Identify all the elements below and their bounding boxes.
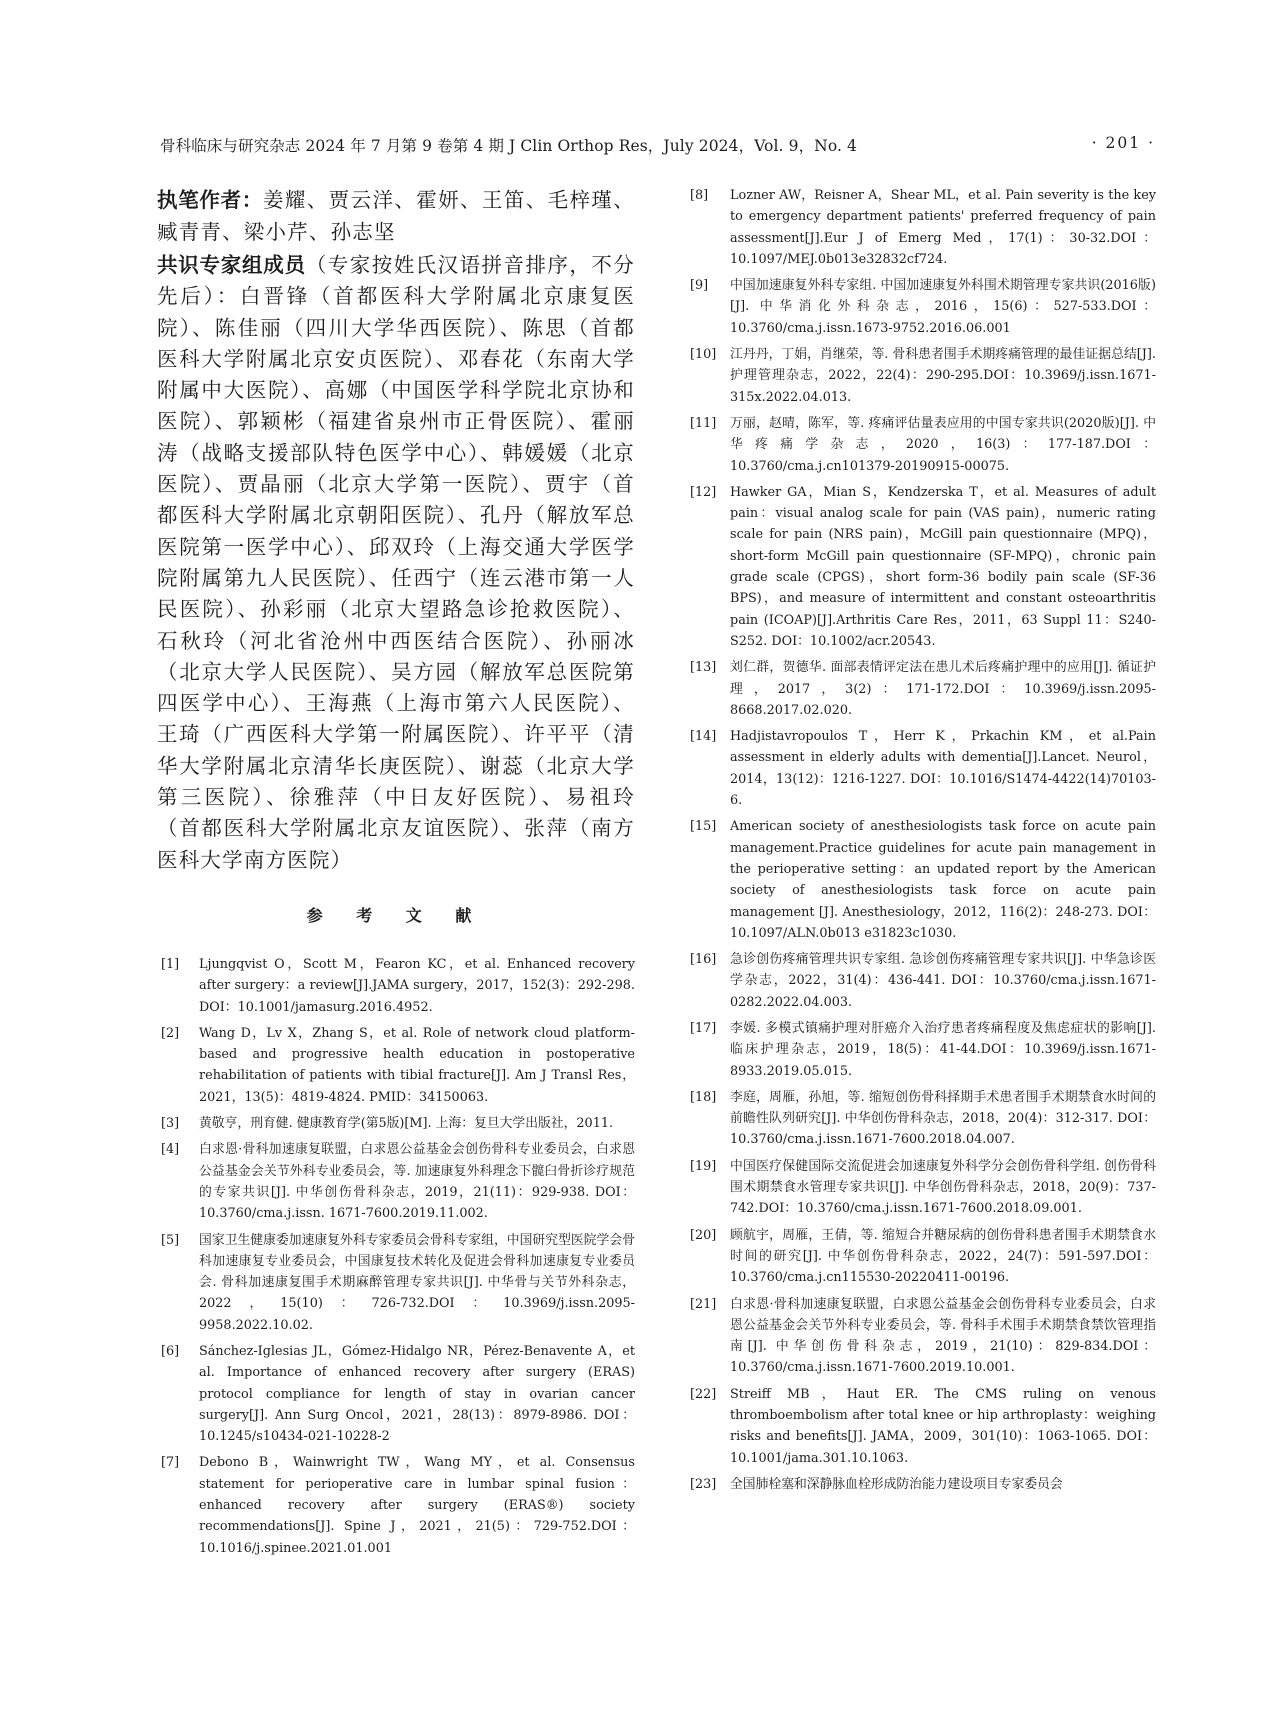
reference-list-right <box>686 185 1156 1495</box>
reference-item <box>686 726 1156 811</box>
reference-text: 江丹丹，丁娟，肖继荣，等. 骨科患者围手术期疼痛管理的最佳证据总结[J]. 护理管理杂志，2022，22(4)：290-295.DOI：10.3969/j.issn.1671-315x.2022.04.013. <box>730 347 1156 405</box>
reference-number: [21] <box>690 1296 717 1312</box>
reference-item <box>157 954 635 1018</box>
reference-number: [7] <box>161 1455 180 1471</box>
experts-list: （专家按姓氏汉语拼音排序，不分先后）：白晋锋（首都医科大学附属北京康复医院）、陈佳丽（四川大学华西医院）、陈思（首都医科大学附属北京安贞医院）、邓春花（东南大学附属中大医院）、高娜（中国医学科学院北京协和医院）、郭颖彬（福建省泉州市正骨医院）、霍丽涛（战略支援部队特色医学中心）、韩媛媛（北京医院）、贾晶丽（北京大学第一医院）、贾宇（首都医科大学附属北京朝阳医院）、孔丹（解放军总医院第一医学中心）、邱双玲（上海交通大学医学院附属第九人民医院）、任西宁（连云港市第一人民医院）、孙彩丽（北京大望路急诊抢救医院）、石秋玲（河北省沧州中西医结合医院）、孙丽冰（北京大学人民医院）、吴方园（解放军总医院第四医学中心）、王海燕（上海市第六人民医院）、王琦（广西医科大学第一附属医院）、许平平（清华大学附属北京清华长庚医院）、谢蕊（北京大学第三医院）、徐雅萍（中日友好医院）、易祖玲（首都医科大学附属北京友谊医院）、张萍（南方医科大学南方医院） <box>157 253 636 872</box>
writers-paragraph <box>157 185 635 248</box>
reference-item <box>157 1023 635 1108</box>
reference-text: Hawker GA，Mian S，Kendzerska T，et al. Measures of adult pain：visual analog scale for pain (VAS pain)，numeric rating scale for pain (NRS pain)，McGill pain questionnaire (MPQ)，short-form McGill pain questionnaire (SF-MPQ)，chronic pain grade scale (CPGS)，short form-36 bodily pain scale (SF-36 BPS)，and measure of intermittent and constant osteoarthritis pain (ICOAP)[J].Arthritis Care Res，2011，63 Suppl 11：S240-S252. DOI：10.1002/acr.20543. <box>730 484 1156 649</box>
reference-number: [23] <box>690 1476 717 1492</box>
writers-label: 执笔作者： <box>157 188 263 212</box>
reference-text: Sánchez-Iglesias JL，Gómez-Hidalgo NR，Pérez-Benavente A，et al. Importance of enhanced recovery after surgery (ERAS) protocol compliance for length of stay in ovarian cancer surgery[J]. Ann Surg Oncol，2021，28(13)：8979-8986. DOI：10.1245/s10434-021-10228-2 <box>199 1343 635 1445</box>
reference-number: [22] <box>690 1386 717 1402</box>
experts-paragraph <box>157 250 635 876</box>
reference-item <box>157 1452 635 1558</box>
reference-text: American society of anesthesiologists task force on acute pain management.Practice guidelines for acute pain management in the perioperative setting：an updated report by the American society of anesthesiologists task force on acute pain management [J]. Anesthesiology，2012，116(2)：248-273. DOI：10.1097/ALN.0b013 e31823c1030. <box>730 819 1156 941</box>
reference-item <box>686 1018 1156 1082</box>
running-header <box>160 134 1155 160</box>
reference-list-left <box>157 954 635 1559</box>
reference-item <box>686 1156 1156 1220</box>
left-column <box>157 185 635 1564</box>
reference-item <box>686 1474 1156 1495</box>
reference-text: 白求恩·骨科加速康复联盟，白求恩公益基金会创伤骨科专业委员会，白求恩公益基金会关节外科专业委员会，等. 骨科手术围手术期禁食禁饮管理指南[J]. 中华创伤骨科杂志，2019，21(10)：829-834.DOI：10.3760/cma.j.issn.1671-7600.2019.10.001. <box>730 1296 1156 1376</box>
reference-text: 中国医疗保健国际交流促进会加速康复外科学分会创伤骨科学组. 创伤骨科围术期禁食水管理专家共识[J]. 中华创伤骨科杂志，2018，20(9)：737-742.DOI：10.3760/cma.j.issn.1671-7600.2018.09.001. <box>730 1158 1156 1217</box>
reference-item <box>686 657 1156 721</box>
reference-number: [10] <box>690 347 717 363</box>
reference-number: [6] <box>161 1343 180 1359</box>
reference-number: [18] <box>690 1089 717 1105</box>
references-heading: 参 考 文 献 <box>306 905 486 925</box>
reference-item <box>157 1139 635 1224</box>
reference-text: 刘仁群，贺德华. 面部表情评定法在患儿术后疼痛护理中的应用[J]. 循证护理，2017，3(2)：171-172.DOI：10.3969/j.issn.2095-8668.2017.02.020. <box>730 660 1156 718</box>
reference-number: [17] <box>690 1020 717 1036</box>
reference-text: 全国肺栓塞和深静脉血栓形成防治能力建设项目专家委员会 <box>730 1476 1063 1492</box>
reference-text: 急诊创伤疼痛管理共识专家组. 急诊创伤疼痛管理专家共识[J]. 中华急诊医学杂志，2022，31(4)：436-441. DOI：10.3760/cma.j.issn.1671-0282.2022.04.003. <box>730 952 1156 1010</box>
reference-item <box>686 1225 1156 1289</box>
reference-number: [5] <box>161 1232 180 1248</box>
reference-text: 中国加速康复外科专家组. 中国加速康复外科围术期管理专家共识(2016版)[J]. 中华消化外科杂志，2016，15(6)：527-533.DOI：10.3760/cma.j.issn.1673-9752.2016.06.001 <box>730 278 1156 336</box>
reference-item <box>686 482 1156 652</box>
reference-item <box>686 949 1156 1013</box>
reference-number: [3] <box>161 1116 180 1132</box>
reference-text: Debono B，Wainwright TW，Wang MY，et al. Consensus statement for perioperative care in lumbar spinal fusion：enhanced recovery after surgery (ERAS®) society recommendations[J]. Spine J，2021，21(5)：729-752.DOI：10.1016/j.spinee.2021.01.001 <box>199 1455 635 1556</box>
reference-item <box>686 1294 1156 1379</box>
experts-label: 共识专家组成员 <box>157 253 306 277</box>
reference-item <box>686 185 1156 270</box>
reference-number: [12] <box>690 484 717 500</box>
reference-item <box>686 816 1156 944</box>
reference-number: [20] <box>690 1227 717 1243</box>
reference-text: 国家卫生健康委加速康复外科专家委员会骨科专家组，中国研究型医院学会骨科加速康复专业委员会，中国康复技术转化及促进会骨科加速康复专业委员会. 骨科加速康复围手术期麻醉管理专家共识[J]. 中华骨与关节外科杂志，2022，15(10)：726-732.DOI：10.3969/j.issn.2095-9958.2022.10.02. <box>199 1232 635 1333</box>
reference-number: [4] <box>161 1142 180 1158</box>
reference-item <box>157 1341 635 1447</box>
reference-number: [13] <box>690 660 717 676</box>
reference-text: 顾航宇，周雁，王倩，等. 缩短合并糖尿病的创伤骨科患者围手术期禁食水时间的研究[J]. 中华创伤骨科杂志，2022，24(7)：591-597.DOI：10.3760/cma.j.cn115530-20220411-00196. <box>730 1227 1156 1286</box>
reference-number: [15] <box>690 819 717 835</box>
reference-number: [8] <box>690 188 709 203</box>
reference-text: Streiff MB，Haut ER. The CMS ruling on venous thromboembolism after total knee or hip arthroplasty：weighing risks and benefits[J]. JAMA，2009，301(10)：1063-1065. DOI：10.1001/jama.301.10.1063. <box>730 1386 1156 1466</box>
right-column <box>686 185 1156 1500</box>
reference-item <box>157 1230 635 1336</box>
reference-number: [11] <box>690 415 717 431</box>
page-number: · 201 · <box>1091 134 1155 152</box>
reference-text: 李媛. 多模式镇痛护理对肝癌介入治疗患者疼痛程度及焦虑症状的影响[J]. 临床护理杂志，2019，18(5)：41-44.DOI：10.3969/j.issn.1671-8933.2019.05.015. <box>730 1020 1156 1079</box>
reference-text: 白求恩·骨科加速康复联盟，白求恩公益基金会创伤骨科专业委员会，白求恩公益基金会关节外科专业委员会，等. 加速康复外科理念下髋臼骨折诊疗规范的专家共识[J]. 中华创伤骨科杂志，2019，21(11)：929-938. DOI：10.3760/cma.j.issn. 1671-7600.2019.11.002. <box>199 1142 635 1222</box>
reference-text: 李庭，周雁，孙旭，等. 缩短创伤骨科择期手术患者围手术期禁食水时间的前瞻性队列研究[J]. 中华创伤骨科杂志，2018，20(4)：312-317. DOI：10.3760/cma.j.issn.1671-7600.2018.04.007. <box>730 1089 1156 1148</box>
reference-text: 万丽，赵晴，陈军，等. 疼痛评估量表应用的中国专家共识(2020版)[J]. 中华疼痛学杂志，2020，16(3)：177-187.DOI：10.3760/cma.j.cn101379-20190915-00075. <box>730 415 1156 474</box>
reference-number: [1] <box>161 956 180 972</box>
reference-item <box>686 1384 1156 1469</box>
writers-names: 姜耀、贾云洋、霍妍、王笛、毛梓瑾、臧青青、梁小芹、孙志坚 <box>157 188 636 244</box>
reference-item <box>157 1113 635 1134</box>
journal-citation-header: 骨科临床与研究杂志 2024 年 7 月第 9 卷第 4 期 J Clin Orthop Res，July 2024，Vol. 9，No. 4 <box>160 137 858 155</box>
reference-item <box>686 413 1156 477</box>
reference-item <box>686 275 1156 339</box>
reference-text: Ljungqvist O，Scott M，Fearon KC，et al. Enhanced recovery after surgery：a review[J].JAMA surgery，2017，152(3)：292-298. DOI：10.1001/jamasurg.2016.4952. <box>199 956 635 1015</box>
reference-number: [16] <box>690 952 717 968</box>
reference-text: 黄敬亨，刑育健. 健康教育学(第5版)[M]. 上海：复旦大学出版社，2011. <box>199 1116 614 1132</box>
reference-number: [19] <box>690 1158 717 1174</box>
reference-number: [9] <box>690 278 709 294</box>
reference-text: Hadjistavropoulos T，Herr K，Prkachin KM，et al.Pain assessment in elderly adults with dementia[J].Lancet. Neurol，2014，13(12)：1216-1227. DOI：10.1016/S1474-4422(14)70103-6. <box>730 729 1156 809</box>
reference-number: [14] <box>690 729 717 745</box>
reference-text: Wang D，Lv X，Zhang S，et al. Role of network cloud platform-based and progressive health education in postoperative rehabilitation of patients with tibial fracture[J]. Am J Transl Res，2021，13(5)：4819-4824. PMID：34150063. <box>199 1025 635 1105</box>
reference-number: [2] <box>161 1025 180 1041</box>
reference-text: Lozner AW，Reisner A，Shear ML，et al. Pain severity is the key to emergency department patients' preferred frequency of pain assessment[J].Eur J of Emerg Med，17(1)：30-32.DOI：10.1097/MEJ.0b013e32832cf724. <box>730 188 1156 267</box>
reference-item <box>686 344 1156 408</box>
reference-item <box>686 1087 1156 1151</box>
